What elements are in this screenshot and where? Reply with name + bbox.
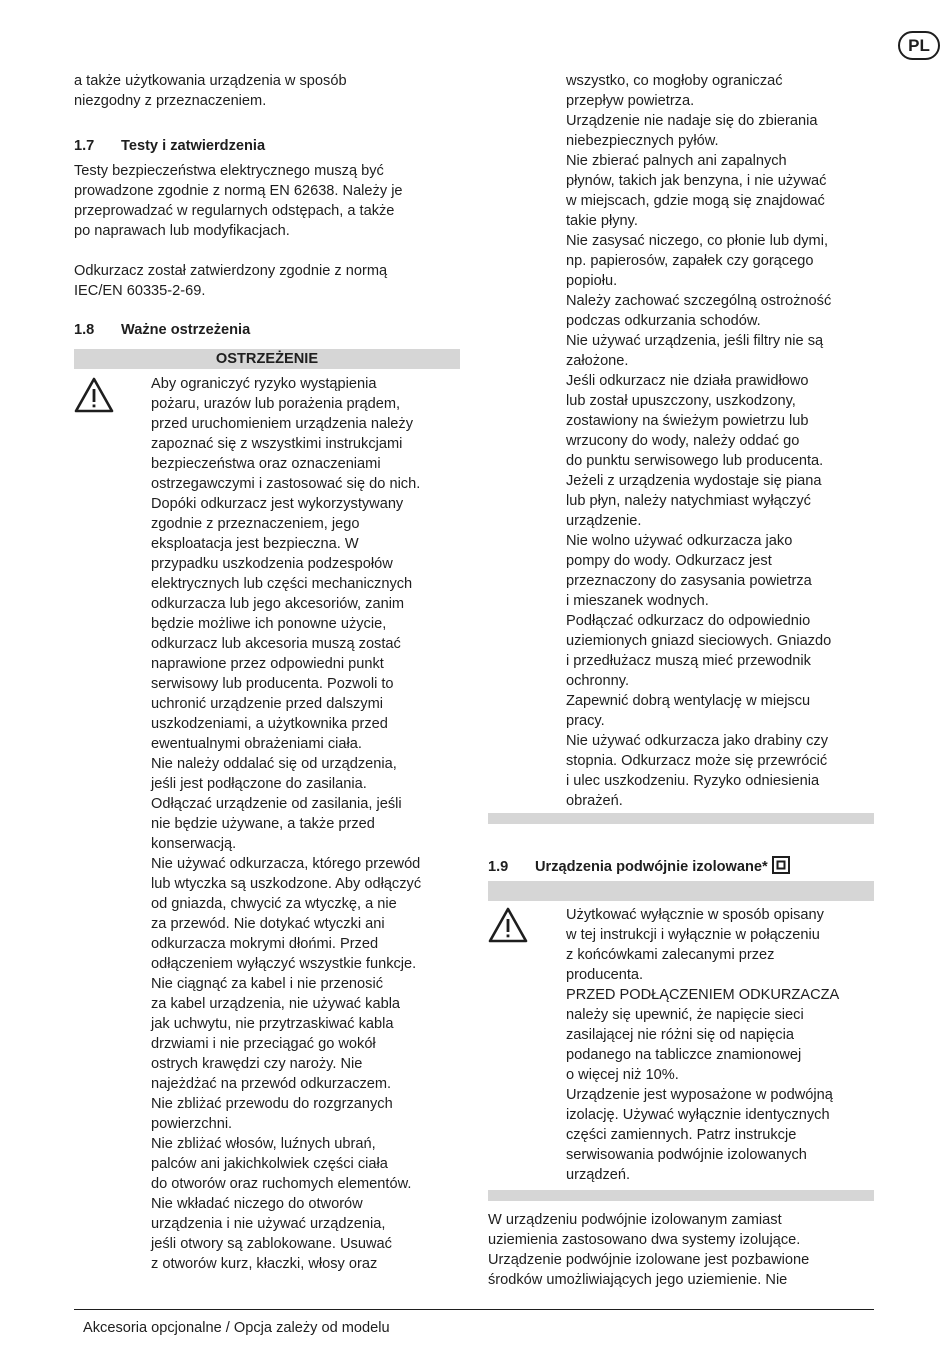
section-number: 1.8 [74, 322, 95, 338]
text-line: Aby ograniczyć ryzyko wystąpienia [151, 376, 377, 392]
text-line: odkurzacza mokrymi dłońmi. Przed [151, 936, 379, 952]
text-line: odłączeniem wyłączyć wszystkie funkcje. [151, 956, 417, 972]
text-line: przeprowadzać w regularnych odstępach, a także [74, 203, 395, 219]
text-line: izolację. Używać wyłącznie identycznych [566, 1107, 830, 1123]
text-line: Należy zachować szczególną ostrożność [566, 293, 832, 309]
text-line: popiołu. [566, 273, 618, 289]
text-line: ostrych krawędzi czy naroży. Nie [151, 1056, 363, 1072]
text-line: jeśli jest podłączone do zasilania. [151, 776, 367, 792]
text-line: przepływ powietrza. [566, 93, 695, 109]
text-line: W urządzeniu podwójnie izolowanym zamiast [488, 1212, 782, 1228]
footer-divider [74, 1309, 874, 1310]
text-line: stopnia. Odkurzacz może się przewrócić [566, 753, 828, 769]
text-line: za kabel urządzenia, nie używać kabla [151, 996, 401, 1012]
section-title: Testy i zatwierdzenia [121, 138, 266, 154]
text-line: pożaru, urazów lub porażenia prądem, [151, 396, 401, 412]
section-1-9-body [488, 1210, 878, 1290]
text-line: Odłączać urządzenie od zasilania, jeśli [151, 796, 402, 812]
text-line: prowadzone zgodnie z normą EN 62638. Należy je [74, 183, 403, 199]
warning-header-bar [74, 349, 460, 369]
text-line: najeżdżać na przewód odkurzaczem. [151, 1076, 392, 1092]
text-line: Nie używać urządzenia, jeśli filtry nie są [566, 333, 824, 349]
text-line: nie będzie używane, a także przed [151, 816, 375, 832]
text-line: ostrzegawczymi i zastosować się do nich. [151, 476, 421, 492]
warning-label: OSTRZEŻENIE [215, 351, 319, 367]
text-line: Użytkować wyłącznie w sposób opisany [566, 907, 824, 923]
text-line: Odkurzacz został zatwierdzony zgodnie z normą [74, 263, 388, 279]
text-line: Nie zbierać palnych ani zapalnych [566, 153, 787, 169]
text-line: zostawiony na świeżym powietrzu lub [566, 413, 809, 429]
section-1-7-paragraph-1 [74, 161, 464, 241]
text-line: zasilającej nie różni się od napięcia [566, 1027, 794, 1043]
text-line: przeznaczony do zasysania powietrza [566, 573, 812, 589]
footer-note: Akcesoria opcjonalne / Opcja zależy od modelu [83, 1320, 390, 1336]
text-line: Nie wkładać niczego do otworów [151, 1196, 363, 1212]
text-line: w miejscach, gdzie mogą się znajdować [566, 193, 825, 209]
text-line: za przewód. Nie dotykać wtyczki ani [151, 916, 385, 932]
double-insulation-icon [772, 856, 790, 880]
text-line: Podłączać odkurzacz do odpowiednio [566, 613, 811, 629]
text-line: Nie używać odkurzacza, którego przewód [151, 856, 421, 872]
section-heading-1-9 [488, 856, 790, 876]
text-line: w tej instrukcji i wyłącznie w połączeniu [566, 927, 820, 943]
text-line: IEC/EN 60335-2-69. [74, 283, 206, 299]
warning-triangle-icon [74, 377, 114, 413]
text-line: pracy. [566, 713, 605, 729]
text-line: serwisowy lub producenta. Pozwoli to [151, 676, 394, 692]
text-line: Testy bezpieczeństwa elektrycznego muszą być [74, 163, 384, 179]
text-line: ochronny. [566, 673, 630, 689]
text-line: uziemienia zastosowano dwa systemy izolujące. [488, 1232, 801, 1248]
text-line: konserwacją. [151, 836, 237, 852]
text-line: pompy do wody. Odkurzacz jest [566, 553, 772, 569]
text-line: Urządzenie jest wyposażone w podwójną [566, 1087, 833, 1103]
text-line: lub wtyczka są uszkodzone. Aby odłączyć [151, 876, 422, 892]
section-heading-1-8 [74, 320, 250, 340]
text-line: palców ani jakichkolwiek części ciała [151, 1156, 388, 1172]
section-title: Urządzenia podwójnie izolowane* [535, 859, 768, 875]
text-line: do punktu serwisowego lub producenta. [566, 453, 824, 469]
text-line: Zapewnić dobrą wentylację w miejscu [566, 693, 811, 709]
text-line: drzwiami i nie przeciągać go wokół [151, 1036, 376, 1052]
text-line: Jeśli odkurzacz nie działa prawidłowo [566, 373, 809, 389]
text-line: po naprawach lub modyfikacjach. [74, 223, 290, 239]
text-line: elektrycznych lub części mechanicznych [151, 576, 413, 592]
section-1-7-paragraph-2 [74, 261, 464, 301]
text-line: podanego na tabliczce znamionowej [566, 1047, 802, 1063]
text-line: uszkodzeniami, a użytkownika przed [151, 716, 388, 732]
text-line: takie płyny. [566, 213, 638, 229]
text-line: Dopóki odkurzacz jest wykorzystywany [151, 496, 404, 512]
text-line: urządzeń. [566, 1167, 631, 1183]
text-line: należy się upewnić, że napięcie sieci [566, 1007, 804, 1023]
text-line: jak uchwytu, nie przytrzaskiwać kabla [151, 1016, 394, 1032]
text-line: przypadku uszkodzenia podzespołów [151, 556, 393, 572]
text-line: lub został upuszczony, uszkodzony, [566, 393, 796, 409]
text-line: odkurzacza lub jego akcesoriów, zanim [151, 596, 405, 612]
text-line: przed uruchomieniem urządzenia należy [151, 416, 414, 432]
warning-end-bar [488, 813, 874, 824]
warning-end-bar-2 [488, 1190, 874, 1201]
text-line: uchronić urządzenie przed dalszymi [151, 696, 383, 712]
warning-triangle-icon [488, 907, 528, 943]
text-line: Nie należy oddalać się od urządzenia, [151, 756, 397, 772]
warning-header-bar-2 [488, 881, 874, 901]
warning-text-continued [566, 71, 878, 811]
section-title: Ważne ostrzeżenia [121, 322, 251, 338]
text-line: powierzchni. [151, 1116, 233, 1132]
intro-text [74, 71, 464, 111]
text-line: urządzenie. [566, 513, 642, 529]
text-line: zgodnie z przeznaczeniem, jego [151, 516, 360, 532]
text-line: producenta. [566, 967, 644, 983]
text-line: bezpieczeństwa oraz oznaczeniami [151, 456, 381, 472]
text-line: Jeżeli z urządzenia wydostaje się piana [566, 473, 822, 489]
section-number: 1.9 [488, 859, 509, 875]
text-line: będzie możliwe ich ponowne użycie, [151, 616, 387, 632]
text-line: PRZED PODŁĄCZENIEM ODKURZACZA [566, 987, 840, 1003]
text-line: eksploatacja jest bezpieczna. W [151, 536, 359, 552]
text-line: z otworów kurz, kłaczki, włosy oraz [151, 1256, 378, 1272]
warning-text-1-9 [566, 905, 878, 1185]
text-line: podczas odkurzania schodów. [566, 313, 761, 329]
text-line: zapoznać się z wszystkimi instrukcjami [151, 436, 403, 452]
text-line: niezgodny z przeznaczeniem. [74, 93, 267, 109]
text-line: o więcej niż 10%. [566, 1067, 679, 1083]
text-line: od gniazda, chwycić za wtyczkę, a nie [151, 896, 397, 912]
warning-text-left [151, 374, 463, 1274]
text-line: i mieszanek wodnych. [566, 593, 709, 609]
text-line: części zamiennych. Patrz instrukcje [566, 1127, 797, 1143]
text-line: płynów, takich jak benzyna, i nie używać [566, 173, 827, 189]
text-line: lub płyn, należy natychmiast wyłączyć [566, 493, 811, 509]
text-line: Nie zbliżać włosów, luźnych ubrań, [151, 1136, 376, 1152]
text-line: założone. [566, 353, 629, 369]
text-line: Nie wolno używać odkurzacza jako [566, 533, 793, 549]
text-line: a także użytkowania urządzenia w sposób [74, 73, 347, 89]
text-line: np. papierosów, zapałek czy gorącego [566, 253, 814, 269]
text-line: środków umożliwiających jego uziemienie. Nie [488, 1272, 788, 1288]
text-line: do otworów oraz ruchomych elementów. [151, 1176, 412, 1192]
text-line: jeśli otwory są zablokowane. Usuwać [151, 1236, 392, 1252]
text-line: i przedłużacz muszą mieć przewodnik [566, 653, 811, 669]
text-line: serwisowania podwójnie izolowanych [566, 1147, 807, 1163]
text-line: obrażeń. [566, 793, 623, 809]
text-line: wrzucony do wody, należy oddać go [566, 433, 800, 449]
text-line: naprawione przez odpowiedni punkt [151, 656, 384, 672]
text-line: z końcówkami zalecanymi przez [566, 947, 775, 963]
text-line: Urządzenie nie nadaje się do zbierania [566, 113, 818, 129]
text-line: Urządzenie podwójnie izolowane jest pozbawione [488, 1252, 810, 1268]
section-heading-1-7 [74, 136, 265, 156]
text-line: odkurzacz lub akcesoria muszą zostać [151, 636, 401, 652]
text-line: Nie używać odkurzacza jako drabiny czy [566, 733, 828, 749]
text-line: ewentualnymi obrażeniami ciała. [151, 736, 362, 752]
text-line: wszystko, co mogłoby ograniczać [566, 73, 783, 89]
text-line: niebezpiecznych pyłów. [566, 133, 719, 149]
text-line: Nie zbliżać przewodu do rozgrzanych [151, 1096, 393, 1112]
section-number: 1.7 [74, 138, 95, 154]
text-line: uziemionych gniazd sieciowych. Gniazdo [566, 633, 832, 649]
text-line: i ulec uszkodzeniu. Ryzyko odniesienia [566, 773, 820, 789]
text-line: Nie ciągnąć za kabel i nie przenosić [151, 976, 384, 992]
text-line: Nie zasysać niczego, co płonie lub dymi, [566, 233, 829, 249]
language-badge: PL [898, 31, 940, 60]
text-line: urządzenia i nie używać urządzenia, [151, 1216, 386, 1232]
